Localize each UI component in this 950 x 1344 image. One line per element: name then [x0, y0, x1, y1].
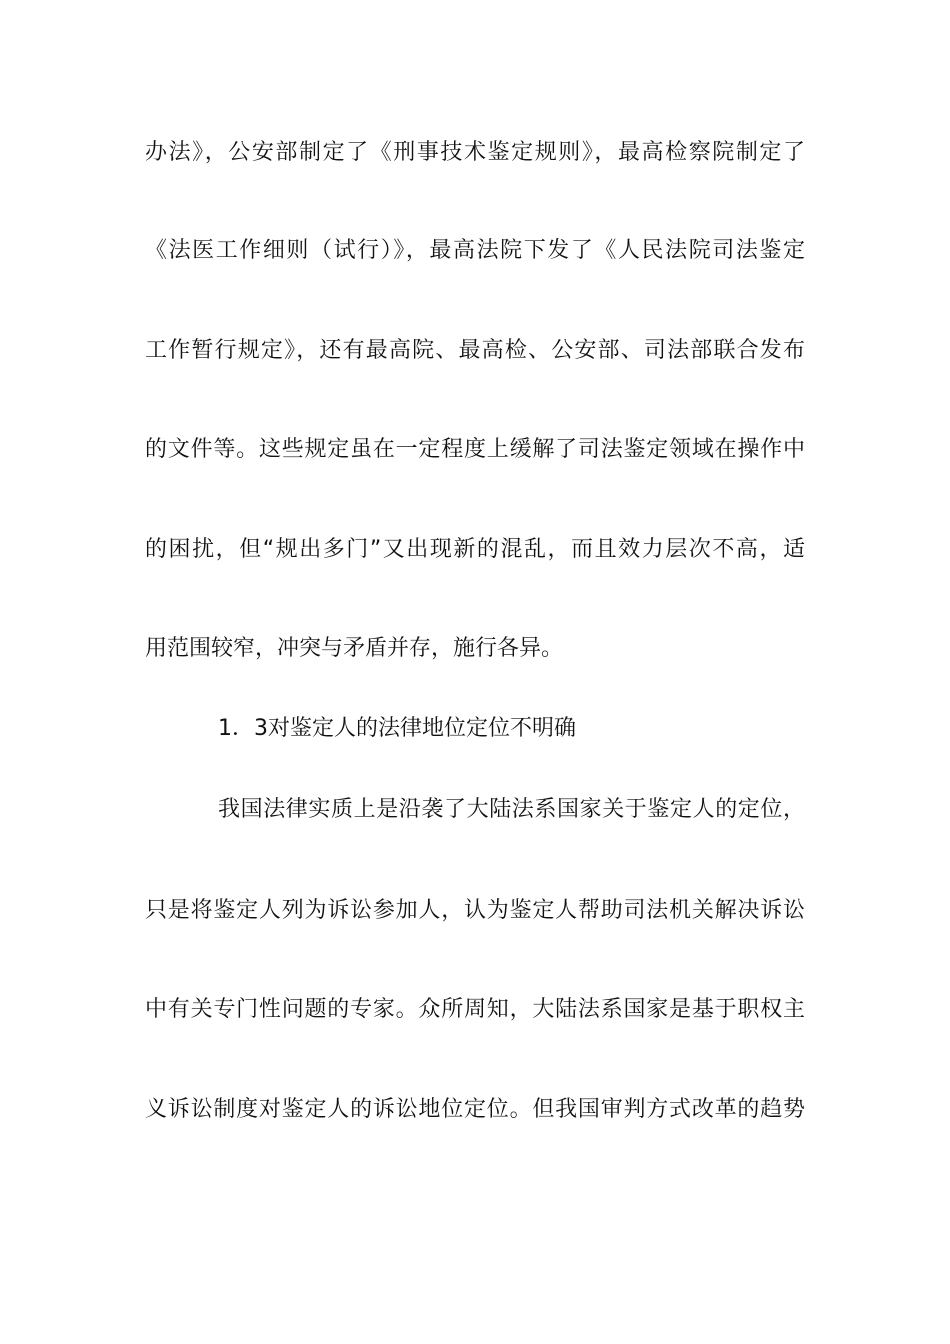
paragraph-line: 《法医工作细则（试行）》，最高法院下发了《人民法院司法鉴定	[145, 238, 805, 263]
paragraph-line: 只是将鉴定人列为诉讼参加人，认为鉴定人帮助司法机关解决诉讼	[145, 898, 805, 923]
paragraph-line: 的文件等。这些规定虽在一定程度上缓解了司法鉴定领域在操作中	[145, 437, 805, 462]
paragraph-line: 的困扰，但“规出多门”又出现新的混乱，而且效力层次不高，适	[145, 537, 805, 562]
paragraph-line: 我国法律实质上是沿袭了大陆法系国家关于鉴定人的定位，	[218, 797, 805, 822]
paragraph-line: 中有关专门性问题的专家。众所周知，大陆法系国家是基于职权主	[145, 997, 805, 1022]
paragraph-line: 工作暂行规定》，还有最高院、最高检、公安部、司法部联合发布	[145, 338, 805, 363]
section-heading: 1．3对鉴定人的法律地位定位不明确	[218, 716, 576, 741]
paragraph-line: 义诉讼制度对鉴定人的诉讼地位定位。但我国审判方式改革的趋势	[145, 1097, 805, 1122]
paragraph-line: 办法》，公安部制定了《刑事技术鉴定规则》，最高检察院制定了	[145, 140, 805, 165]
paragraph-line: 用范围较窄，冲突与矛盾并存，施行各异。	[145, 636, 564, 661]
